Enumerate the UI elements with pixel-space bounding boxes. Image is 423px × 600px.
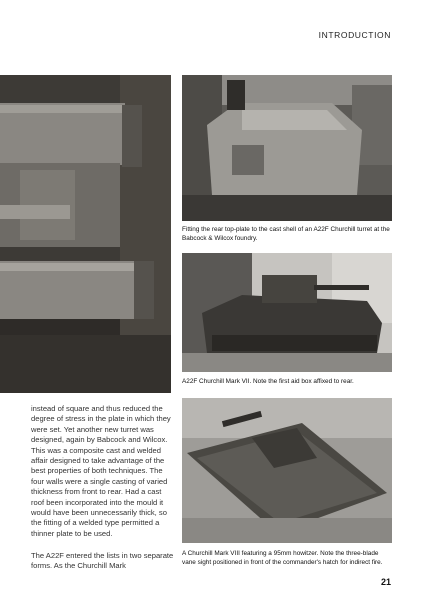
churchill-mk8-photo [182,398,392,543]
turret-foundry-photo [182,75,392,221]
tank-overhead-photo [0,75,171,393]
caption-turret-foundry: Fitting the rear top-plate to the cast shell of an A22F Churchill turret at the Babcock & Wilcox foundry. [182,226,390,242]
page-number: 21 [380,577,391,587]
caption-churchill-mk8: A Churchill Mark VIII featuring a 95mm howitzer. Note the three-blade vane sight positioned in front of the commander's hatch for indirect fire. [182,550,383,566]
churchill-mk7-photo [182,253,392,372]
body-paragraph-1: instead of square and thus reduced the degree of stress in the plate in which they were set. Yet another new turret was designed, again by Babcock and Wilcox. This was a composite cast and welded affair designed to take advantage of the best properties of both techniques. The four walls were a single casting of varied thickness from front to rear. Had a cast roof been incorporated into the mould it would have been unnecessarily thick, so the fitting of a welded type permitted a thinner plate to be used. [31,404,171,538]
body-paragraph-2: The A22F entered the lists in two separate forms. As the Churchill Mark [31,551,174,571]
caption-churchill-mk7: A22F Churchill Mark VII. Note the first aid box affixed to rear. [182,378,354,385]
section-header: INTRODUCTION [318,30,391,40]
